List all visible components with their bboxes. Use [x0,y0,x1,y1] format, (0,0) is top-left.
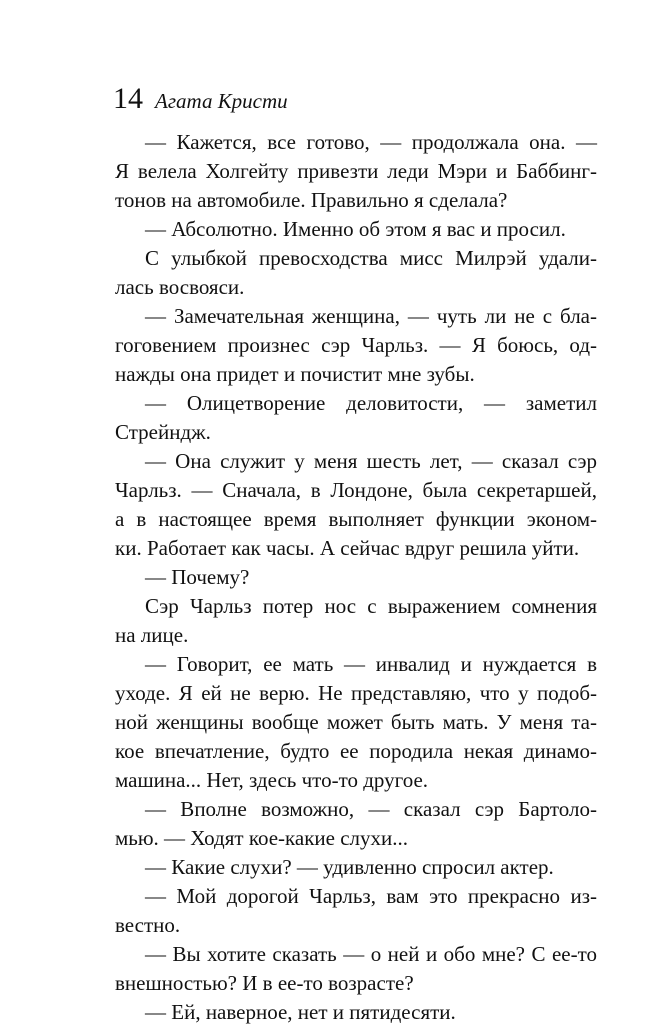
text-line: — Вполне возможно, — сказал сэр Бартоло- [145,797,597,821]
body-text [115,128,597,1027]
text-line: С улыбкой превосходства мисс Милрэй удали- [145,246,597,270]
text-line: — Какие слухи? — удивленно спросил актер. [145,855,554,879]
text-line: — Олицетворение деловитости, — заметил [145,391,597,415]
text-line: кое впечатление, будто ее породила некая динамо- [115,739,597,763]
text-line: Стрейндж. [115,420,211,444]
text-line: нажды она придет и почистит мне зубы. [115,362,475,386]
text-line: — Она служит у меня шесть лет, — сказал сэр [145,449,597,473]
text-line: на лице. [115,623,189,647]
text-line: — Ей, наверное, нет и пятидесяти. [145,1000,456,1024]
text-line: гоговением произнес сэр Чарльз. — Я боюсь, од- [115,333,597,357]
text-line: ной женщины вообще может быть мать. У меня та- [115,710,597,734]
text-line: — Кажется, все готово, — продолжала она. — [145,130,597,154]
text-line: внешностью? И в ее-то возрасте? [115,971,414,995]
text-line: Сэр Чарльз потер нос с выражением сомнения [145,594,597,618]
text-line: вестно. [115,913,181,937]
text-line: а в настоящее время выполняет функции эконом- [115,507,597,531]
text-line: — Почему? [145,565,250,589]
text-line: ки. Работает как часы. А сейчас вдруг решила уйти. [115,536,580,560]
text-line: — Замечательная женщина, — чуть ли не с бла- [145,304,597,328]
text-line: — Вы хотите сказать — о ней и обо мне? С ее-то [145,942,597,966]
text-line: уходе. Я ей не верю. Не представляю, что у подоб- [115,681,597,705]
text-line: мью. — Ходят кое-какие слухи... [115,826,409,850]
text-line: тонов на автомобиле. Правильно я сделала? [115,188,508,212]
page-number: 14 [113,82,143,115]
text-line: Чарльз. — Сначала, в Лондоне, была секретаршей, [115,478,597,502]
text-line: — Абсолютно. Именно об этом я вас и просил. [145,217,566,241]
text-line: машина... Нет, здесь что-то другое. [115,768,429,792]
text-line: — Говорит, ее мать — инвалид и нуждается в [145,652,597,676]
running-head: Агата Кристи [155,89,288,113]
text-line: лась восвояси. [115,275,245,299]
page-header [113,82,288,116]
text-line: — Мой дорогой Чарльз, вам это прекрасно из- [145,884,597,908]
text-line: Я велела Холгейту привезти леди Мэри и Баббинг- [115,159,597,183]
